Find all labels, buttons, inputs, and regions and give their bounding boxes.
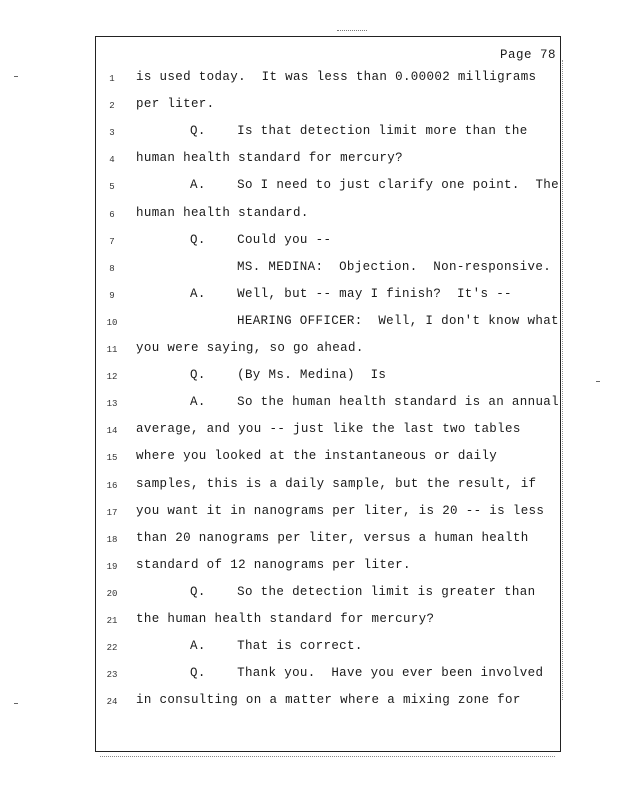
line-number: 24 [106, 697, 118, 708]
line-text: Q. Thank you. Have you ever been involved [190, 666, 544, 681]
line-number: 1 [109, 74, 115, 84]
line-number: 6 [109, 209, 115, 220]
line-text: Q. (By Ms. Medina) Is [190, 368, 387, 383]
line-text: A. So the human health standard is an annual [190, 395, 560, 410]
transcript-line [0, 639, 618, 659]
transcript-line [0, 449, 618, 469]
transcript-line [0, 477, 618, 497]
line-text: is used today. It was less than 0.00002 milligrams [136, 70, 537, 84]
transcript-line [0, 314, 618, 334]
transcript-line [0, 124, 618, 144]
line-number: 18 [106, 534, 118, 545]
line-number: 7 [109, 236, 115, 247]
line-number: 20 [106, 588, 118, 599]
line-text: human health standard for mercury? [136, 151, 403, 166]
line-text: Q. Could you -- [190, 232, 332, 247]
transcript-line [0, 287, 618, 307]
transcript-line [0, 368, 618, 388]
line-number: 16 [106, 480, 118, 491]
line-number: 13 [106, 399, 118, 410]
top-scan-mark [337, 30, 367, 32]
line-number: 11 [106, 345, 118, 355]
transcript-line [0, 666, 618, 686]
line-text: standard of 12 nanograms per liter. [136, 557, 411, 572]
line-number: 22 [106, 643, 118, 654]
transcript-line [0, 341, 618, 361]
transcript-line [0, 585, 618, 605]
line-number: 3 [109, 128, 115, 139]
line-number: 15 [106, 453, 118, 464]
line-number: 23 [106, 670, 118, 681]
page-number-label: Page 78 [499, 48, 556, 62]
line-text: human health standard. [136, 205, 309, 220]
line-number: 4 [109, 155, 115, 166]
transcript-line [0, 612, 618, 632]
line-number: 8 [109, 263, 115, 274]
line-text: A. Well, but -- may I finish? It's -- [190, 286, 512, 301]
transcript-line [0, 531, 618, 551]
line-text: Q. So the detection limit is greater than [190, 584, 536, 599]
transcript-line [0, 151, 618, 171]
transcript-line [0, 422, 618, 442]
transcript-line [0, 693, 618, 713]
line-text: average, and you -- just like the last two tables [136, 422, 521, 437]
line-number: 19 [106, 561, 118, 572]
transcript-line [0, 178, 618, 198]
line-text: MS. MEDINA: Objection. Non-responsive. [237, 259, 552, 274]
line-text: you want it in nanograms per liter, is 20 -- is less [136, 503, 545, 518]
right-margin-mark [596, 381, 600, 382]
line-number: 9 [109, 290, 115, 301]
line-text: A. That is correct. [190, 639, 363, 654]
bottom-scan-noise [100, 756, 555, 758]
line-text: per liter. [136, 97, 215, 112]
line-number: 5 [109, 182, 115, 193]
line-text: the human health standard for mercury? [136, 612, 435, 626]
transcript-line [0, 558, 618, 578]
line-number: 21 [106, 616, 118, 626]
transcript-line [0, 97, 618, 117]
line-number: 12 [106, 372, 118, 383]
left-margin-mark [14, 703, 18, 704]
transcript-line [0, 206, 618, 226]
transcript-line [0, 70, 618, 90]
line-text: you were saying, so go ahead. [136, 341, 364, 355]
line-text: than 20 nanograms per liter, versus a human health [136, 530, 529, 545]
line-number: 17 [106, 507, 118, 518]
transcript-line [0, 504, 618, 524]
line-number: 14 [106, 426, 118, 437]
left-margin-mark [14, 76, 18, 77]
line-text: where you looked at the instantaneous or daily [136, 449, 498, 464]
line-text: A. So I need to just clarify one point. The [190, 178, 560, 193]
transcript-line [0, 233, 618, 253]
line-text: samples, this is a daily sample, but the result, if [136, 476, 537, 491]
transcript-line [0, 395, 618, 415]
line-text: in consulting on a matter where a mixing zone for [136, 693, 521, 708]
line-number: 2 [109, 101, 115, 112]
line-number: 10 [106, 317, 118, 328]
line-text: HEARING OFFICER: Well, I don't know what [237, 313, 559, 328]
transcript-line [0, 260, 618, 280]
line-text: Q. Is that detection limit more than the [190, 124, 528, 139]
